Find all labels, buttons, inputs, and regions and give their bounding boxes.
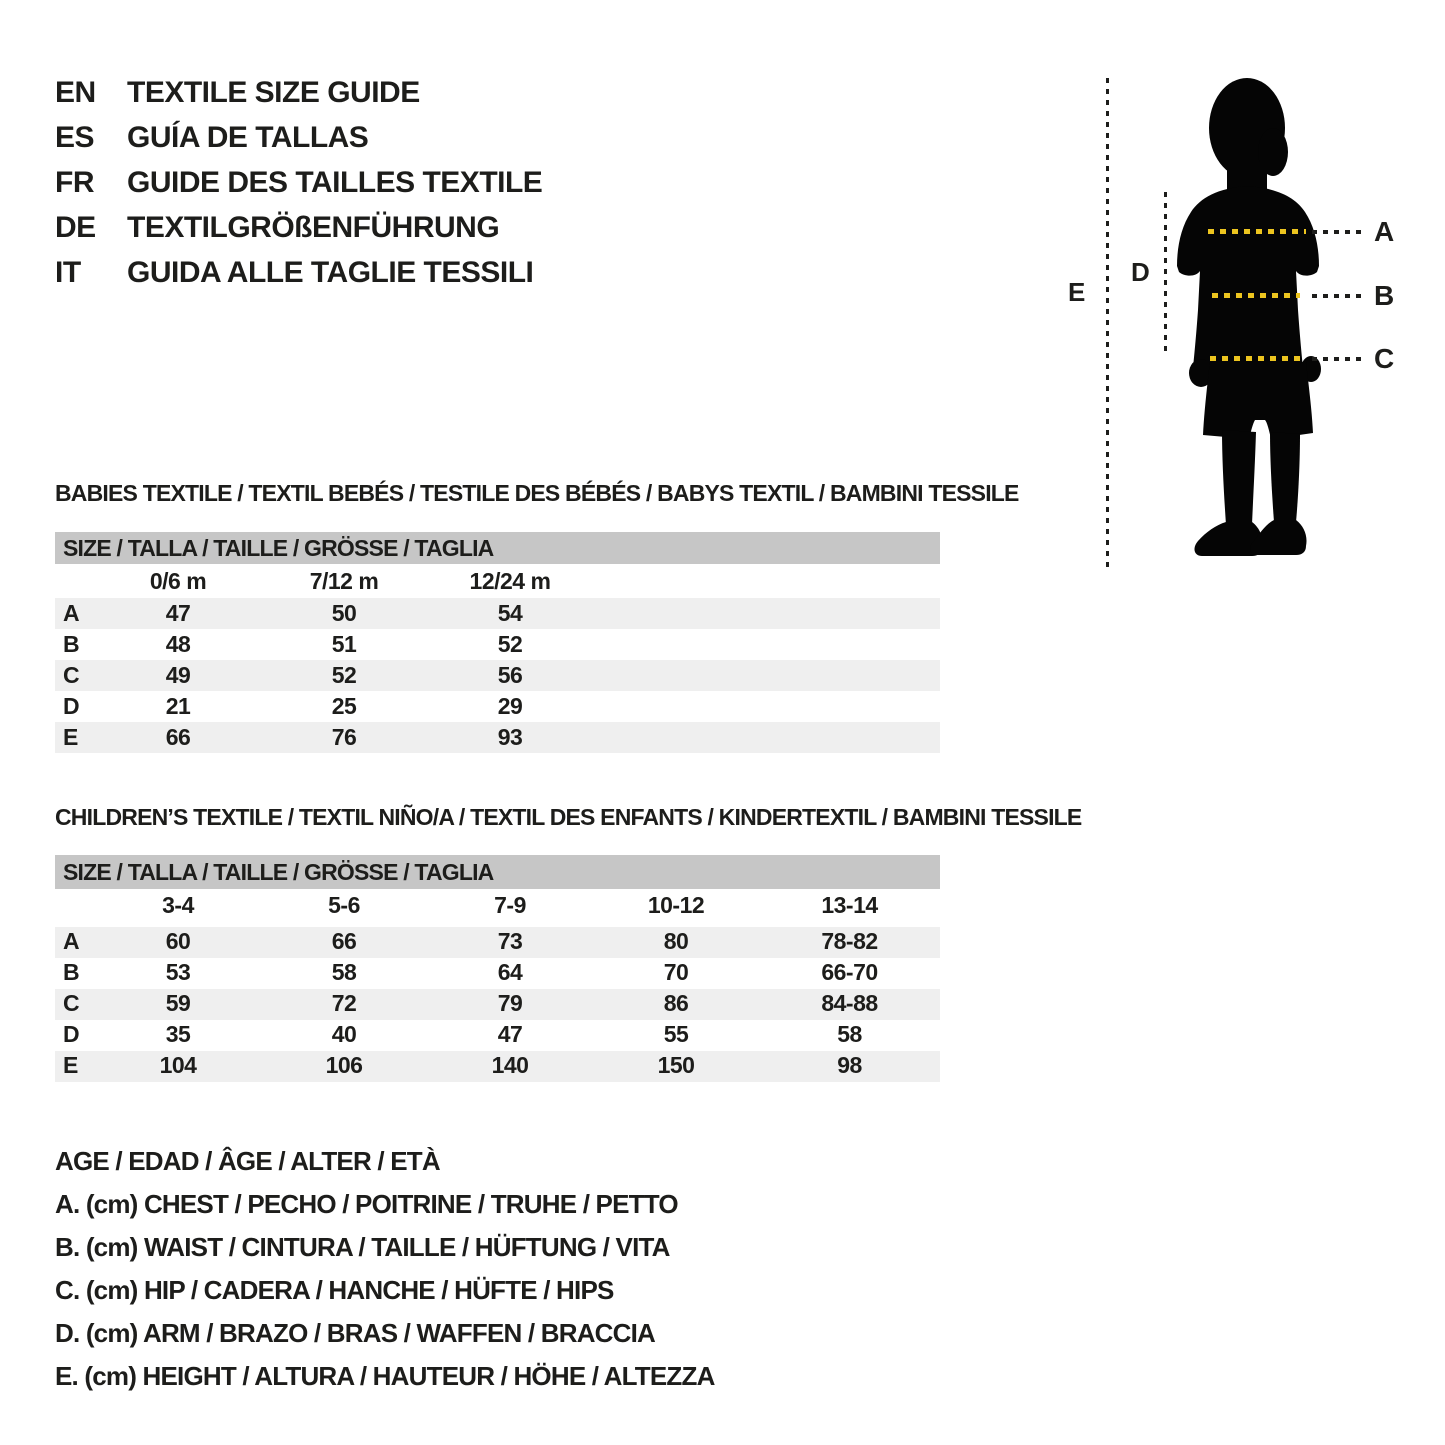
babies-section-title: BABIES TEXTILE / TEXTIL BEBÉS / TESTILE DES BÉBÉS / BABYS TEXTIL / BAMBINI TESSILE	[55, 480, 1019, 506]
column-header: 0/6 m	[149, 567, 207, 594]
chest-measure-line-a	[1208, 229, 1306, 234]
cell-value: 106	[325, 1052, 363, 1078]
cell-value: 35	[165, 1021, 191, 1047]
cell-value: 50	[331, 600, 357, 626]
waist-leader-line-b	[1312, 294, 1364, 298]
cell-value: 55	[663, 1021, 689, 1047]
cell-value: 72	[331, 990, 357, 1016]
cell-value: 76	[331, 724, 357, 750]
cell-value: 84-88	[821, 990, 878, 1016]
legend-line: C. (cm) HIP / CADERA / HANCHE / HÜFTE / HIPS	[55, 1275, 614, 1305]
size-header-bar: SIZE / TALLA / TAILLE / GRÖSSE / TAGLIA	[55, 855, 940, 889]
cell-value: 140	[491, 1052, 529, 1078]
babies-size-table	[55, 532, 940, 753]
legend-line: AGE / EDAD / ÂGE / ALTER / ETÀ	[55, 1146, 440, 1176]
cell-value: 51	[331, 631, 357, 657]
row-label: C	[63, 990, 80, 1016]
cell-value: 98	[837, 1052, 862, 1078]
child-silhouette-icon	[1170, 70, 1345, 575]
arm-measure-line-d	[1164, 192, 1167, 352]
measure-label-e: E	[1068, 277, 1086, 307]
cell-value: 53	[165, 959, 191, 985]
language-code: DE	[55, 210, 96, 244]
cell-value: 104	[159, 1052, 197, 1078]
cell-value: 73	[497, 928, 523, 954]
cell-value: 49	[165, 662, 191, 688]
row-label: E	[63, 1052, 78, 1078]
legend-line: B. (cm) WAIST / CINTURA / TAILLE / HÜFTUNG / VITA	[55, 1232, 670, 1262]
row-label: B	[63, 631, 80, 657]
language-title: GUIDE DES TAILLES TEXTILE	[127, 165, 543, 199]
children-table-row	[55, 989, 940, 1020]
children-column-header-row	[55, 889, 940, 927]
language-row	[55, 160, 542, 205]
babies-table-row	[55, 629, 940, 660]
column-header: 5-6	[328, 891, 360, 918]
cell-value: 86	[663, 990, 689, 1016]
height-measure-line-e	[1106, 78, 1109, 572]
cell-value: 25	[331, 693, 357, 719]
cell-value: 54	[497, 600, 523, 626]
children-table-row	[55, 958, 940, 989]
language-code: EN	[55, 75, 96, 109]
cell-value: 70	[663, 959, 689, 985]
row-label: A	[63, 600, 80, 626]
language-title: TEXTILGRÖßENFÜHRUNG	[127, 210, 500, 244]
language-row	[55, 70, 420, 115]
column-header: 10-12	[647, 891, 705, 918]
cell-value: 66-70	[821, 959, 878, 985]
cell-value: 60	[165, 928, 191, 954]
cell-value: 21	[165, 693, 191, 719]
chest-leader-line-a	[1312, 230, 1364, 234]
cell-value: 93	[497, 724, 523, 750]
language-row	[55, 205, 499, 250]
children-table-row	[55, 1020, 940, 1051]
language-title: GUÍA DE TALLAS	[127, 120, 369, 154]
cell-value: 80	[663, 928, 689, 954]
babies-table-row	[55, 691, 940, 722]
cell-value: 47	[165, 600, 191, 626]
babies-table-row	[55, 660, 940, 691]
cell-value: 66	[331, 928, 357, 954]
language-code: ES	[55, 120, 95, 154]
babies-table-row	[55, 722, 940, 753]
cell-value: 150	[657, 1052, 695, 1078]
children-size-table	[55, 855, 940, 1082]
row-label: C	[63, 662, 80, 688]
row-label: D	[63, 1021, 80, 1047]
cell-value: 58	[331, 959, 357, 985]
row-label: D	[63, 693, 80, 719]
measure-label-b: B	[1374, 280, 1395, 311]
row-label: A	[63, 928, 80, 954]
cell-value: 56	[497, 662, 523, 688]
column-header: 12/24 m	[469, 567, 551, 594]
hip-measure-line-c	[1210, 356, 1306, 361]
language-title: TEXTILE SIZE GUIDE	[127, 75, 420, 109]
language-code: FR	[55, 165, 94, 199]
cell-value: 78-82	[821, 928, 878, 954]
cell-value: 66	[165, 724, 191, 750]
cell-value: 52	[497, 631, 523, 657]
children-table-row	[55, 927, 940, 958]
cell-value: 47	[497, 1021, 523, 1047]
cell-value: 79	[497, 990, 523, 1016]
language-code: IT	[55, 255, 81, 289]
column-header: 13-14	[821, 891, 878, 918]
language-title: GUIDA ALLE TAGLIE TESSILI	[127, 255, 534, 289]
legend-line: D. (cm) ARM / BRAZO / BRAS / WAFFEN / BRACCIA	[55, 1318, 656, 1348]
column-header: 3-4	[162, 891, 194, 918]
cell-value: 64	[497, 959, 523, 985]
column-header: 7/12 m	[309, 567, 379, 594]
cell-value: 29	[497, 693, 523, 719]
children-section-title: CHILDREN’S TEXTILE / TEXTIL NIÑO/A / TEXTIL DES ENFANTS / KINDERTEXTIL / BAMBINI TESSILE	[55, 804, 1082, 830]
babies-column-header-row	[55, 564, 940, 598]
measure-label-d: D	[1131, 257, 1150, 287]
hip-leader-line-c	[1312, 357, 1364, 361]
measure-label-a: A	[1374, 216, 1395, 247]
measure-label-c: C	[1374, 343, 1395, 374]
legend-line: A. (cm) CHEST / PECHO / POITRINE / TRUHE / PETTO	[55, 1189, 678, 1219]
children-table-row	[55, 1051, 940, 1082]
cell-value: 58	[837, 1021, 862, 1047]
cell-value: 48	[165, 631, 191, 657]
row-label: B	[63, 959, 80, 985]
language-row	[55, 115, 368, 160]
cell-value: 52	[331, 662, 357, 688]
waist-measure-line-b	[1212, 293, 1300, 298]
legend-line: E. (cm) HEIGHT / ALTURA / HAUTEUR / HÖHE / ALTEZZA	[55, 1361, 715, 1391]
babies-table-row	[55, 598, 940, 629]
cell-value: 59	[165, 990, 191, 1016]
language-row	[55, 250, 533, 295]
cell-value: 40	[331, 1021, 357, 1047]
size-header-bar: SIZE / TALLA / TAILLE / GRÖSSE / TAGLIA	[55, 532, 940, 564]
row-label: E	[63, 724, 78, 750]
column-header: 7-9	[494, 891, 526, 918]
